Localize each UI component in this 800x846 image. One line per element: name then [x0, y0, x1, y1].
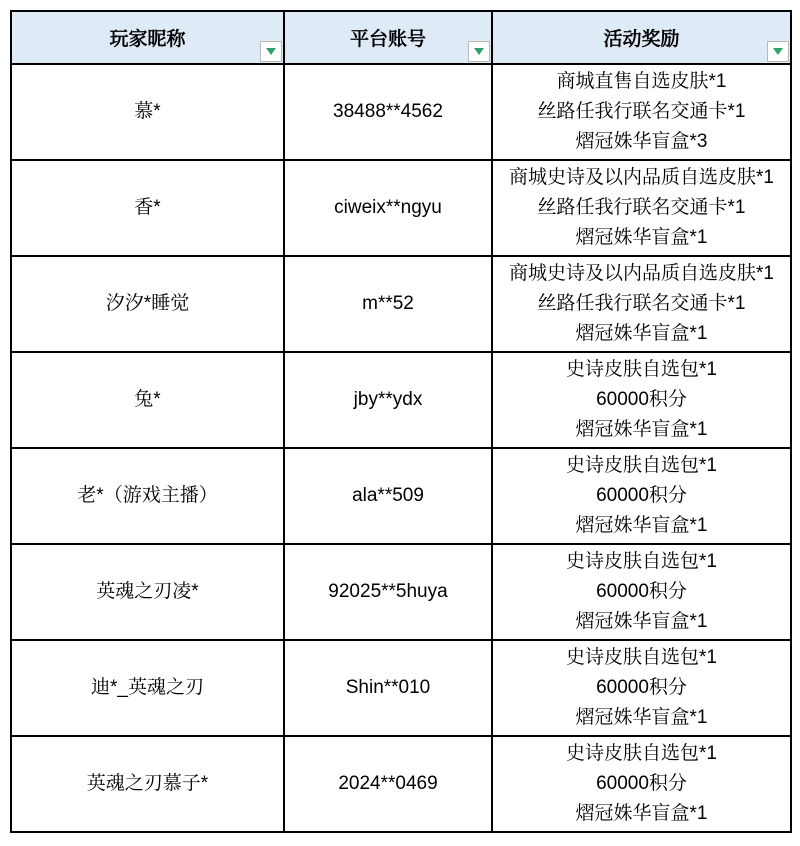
reward-line: 史诗皮肤自选包*1 [566, 359, 717, 380]
player-nickname-cell[interactable]: 老*（游戏主播） [11, 448, 284, 544]
player-nickname-cell[interactable]: 慕* [11, 64, 284, 160]
reward-line: 史诗皮肤自选包*1 [566, 455, 717, 476]
activity-rewards-cell[interactable] [492, 64, 791, 160]
reward-line: 熠冠姝华盲盒*1 [575, 323, 708, 344]
activity-rewards-cell[interactable] [492, 640, 791, 736]
filter-dropdown-button[interactable] [260, 41, 282, 62]
filter-triangle-icon [773, 48, 783, 55]
reward-line: 商城史诗及以内品质自选皮肤*1 [509, 263, 774, 284]
player-nickname-cell[interactable]: 兔* [11, 352, 284, 448]
reward-line: 60000积分 [596, 485, 687, 506]
filter-dropdown-button[interactable] [767, 41, 789, 62]
reward-line: 熠冠姝华盲盒*1 [575, 515, 708, 536]
column-header-account[interactable] [284, 11, 492, 64]
platform-account-cell[interactable]: ciweix**ngyu [284, 160, 492, 256]
reward-line: 60000积分 [596, 389, 687, 410]
filter-triangle-icon [266, 48, 276, 55]
platform-account-cell[interactable]: 92025**5huya [284, 544, 492, 640]
table-row [11, 160, 791, 256]
table-row [11, 352, 791, 448]
activity-rewards-cell[interactable] [492, 352, 791, 448]
table-row [11, 736, 791, 832]
reward-line: 熠冠姝华盲盒*1 [575, 611, 708, 632]
header-row [11, 11, 791, 64]
activity-rewards-cell[interactable] [492, 160, 791, 256]
reward-line: 丝路任我行联名交通卡*1 [537, 101, 746, 122]
reward-line: 史诗皮肤自选包*1 [566, 743, 717, 764]
reward-line: 熠冠姝华盲盒*1 [575, 707, 708, 728]
player-nickname-cell[interactable]: 英魂之刃凌* [11, 544, 284, 640]
table-row [11, 64, 791, 160]
reward-line: 商城史诗及以内品质自选皮肤*1 [509, 167, 774, 188]
player-nickname-cell[interactable]: 英魂之刃慕子* [11, 736, 284, 832]
activity-rewards-cell[interactable] [492, 544, 791, 640]
reward-line: 熠冠姝华盲盒*1 [575, 227, 708, 248]
activity-rewards-cell[interactable] [492, 448, 791, 544]
platform-account-cell[interactable]: m**52 [284, 256, 492, 352]
column-header-rewards[interactable] [492, 11, 791, 64]
reward-line: 史诗皮肤自选包*1 [566, 551, 717, 572]
table-row [11, 448, 791, 544]
player-nickname-cell[interactable]: 汐汐*睡觉 [11, 256, 284, 352]
platform-account-cell[interactable]: 38488**4562 [284, 64, 492, 160]
reward-line: 60000积分 [596, 773, 687, 794]
column-header-label: 玩家昵称 [109, 29, 186, 50]
player-nickname-cell[interactable]: 迪*_英魂之刃 [11, 640, 284, 736]
player-nickname-cell[interactable]: 香* [11, 160, 284, 256]
platform-account-cell[interactable]: jby**ydx [284, 352, 492, 448]
reward-line: 丝路任我行联名交通卡*1 [537, 293, 746, 314]
table-row [11, 640, 791, 736]
reward-line: 熠冠姝华盲盒*3 [575, 131, 708, 152]
reward-line: 60000积分 [596, 677, 687, 698]
reward-line: 熠冠姝华盲盒*1 [575, 803, 708, 824]
filter-triangle-icon [474, 48, 484, 55]
platform-account-cell[interactable]: Shin**010 [284, 640, 492, 736]
table-row [11, 256, 791, 352]
reward-line: 史诗皮肤自选包*1 [566, 647, 717, 668]
activity-rewards-cell[interactable] [492, 256, 791, 352]
prize-table [10, 10, 792, 833]
reward-line: 商城直售自选皮肤*1 [556, 71, 727, 92]
reward-line: 丝路任我行联名交通卡*1 [537, 197, 746, 218]
column-header-nickname[interactable] [11, 11, 284, 64]
filter-dropdown-button[interactable] [468, 41, 490, 62]
activity-rewards-cell[interactable] [492, 736, 791, 832]
table-body [11, 64, 791, 832]
reward-line: 60000积分 [596, 581, 687, 602]
column-header-label: 平台账号 [349, 29, 426, 50]
column-header-label: 活动奖励 [603, 29, 680, 50]
platform-account-cell[interactable]: 2024**0469 [284, 736, 492, 832]
table-row [11, 544, 791, 640]
reward-line: 熠冠姝华盲盒*1 [575, 419, 708, 440]
platform-account-cell[interactable]: ala**509 [284, 448, 492, 544]
